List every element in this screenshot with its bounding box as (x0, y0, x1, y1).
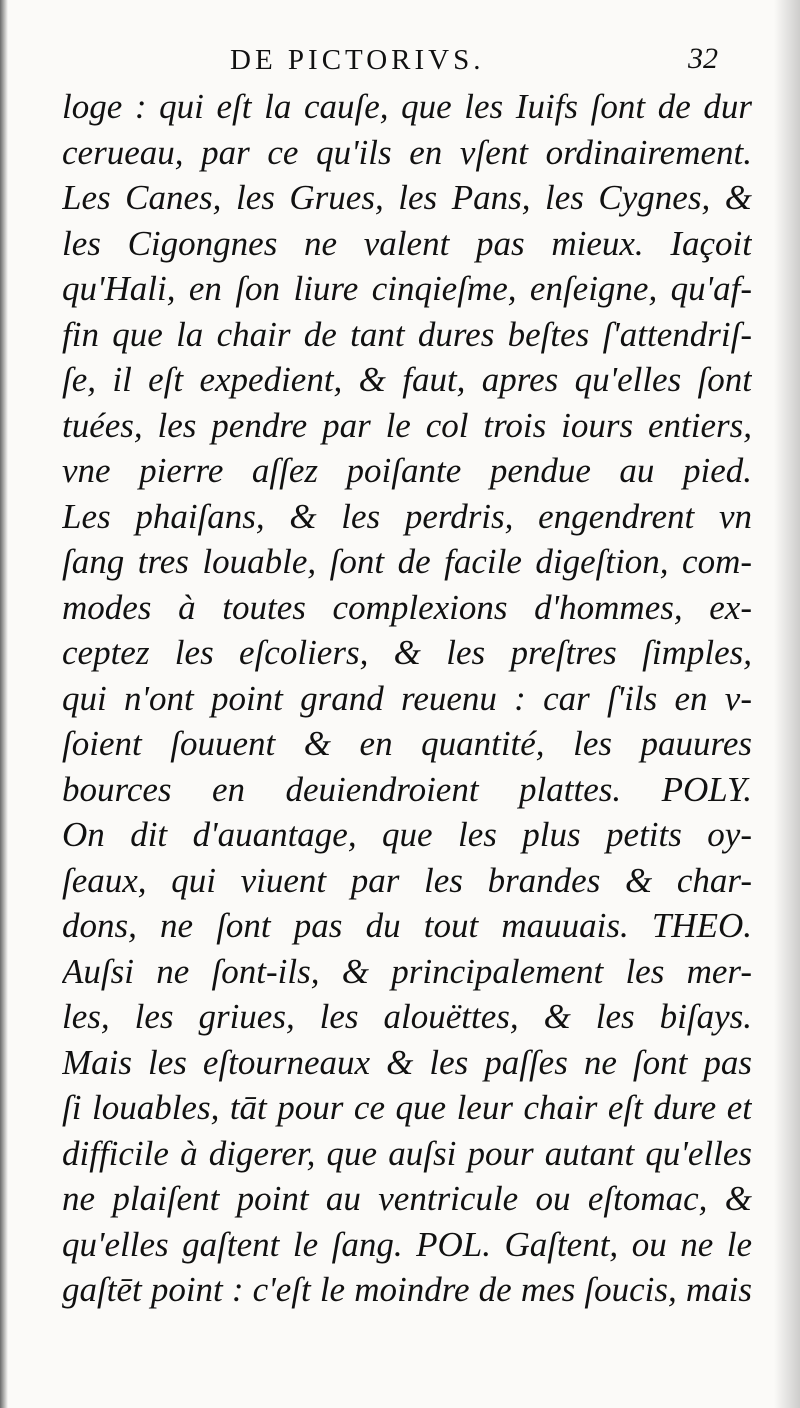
text-line: ſi louables, tāt pour ce que leur chair eſt dure et (62, 1088, 752, 1127)
text-line: vne pierre aſſez poiſante pendue au pied. (62, 451, 752, 490)
text-line: ſe, il eſt expedient, & faut, apres qu'elles ſont (62, 360, 752, 399)
text-line: Mais les eſtourneaux & les paſſes ne ſont pas (62, 1042, 752, 1082)
text-line: ſang tres louable, ſont de facile digeſtion, com- (62, 542, 752, 581)
text-line: Auſsi ne ſont-ils, & principalement les mer- (62, 951, 752, 991)
text-line: qu'elles gaſtent le ſang. POL. Gaſtent, ou ne le (62, 1224, 752, 1264)
text-line: qu'Hali, en ſon liure cinqieſme, enſeigne, qu'af- (62, 269, 752, 308)
page-edge-shadow (774, 0, 800, 1408)
text-line: ceptez les eſcoliers, & les preſtres ſimples, (62, 633, 752, 672)
text-line: gaſtēt point : c'eſt le moindre de mes ſoucis, mais (62, 1270, 752, 1309)
text-line: ne plaiſent point au ventricule ou eſtomac, & (62, 1179, 752, 1218)
text-line: tuées, les pendre par le col trois iours entiers, (62, 405, 752, 445)
text-line: dons, ne ſont pas du tout mauuais. THEO. (62, 906, 752, 945)
text-line: fin que la chair de tant dures beſtes ſ'attendriſ- (62, 314, 752, 354)
text-line: les Cigongnes ne valent pas mieux. Iaçoit (62, 223, 752, 263)
text-line: ſeaux, qui viuent par les brandes & char- (62, 860, 752, 900)
body-text (62, 84, 752, 1313)
text-line: Les Canes, les Grues, les Pans, les Cygnes, & (62, 178, 752, 217)
text-line: On dit d'auantage, que les plus petits oy- (62, 815, 752, 854)
page-gutter-shadow (0, 0, 8, 1408)
text-line: Les phaiſans, & les perdris, engendrent vn (62, 496, 752, 536)
text-line: qui n'ont point grand reuenu : car ſ'ils en v- (62, 678, 752, 718)
text-line: cerueau, par ce qu'ils en vſent ordinairement. (62, 132, 752, 172)
text-line: loge : qui eſt la cauſe, que les Iuifs ſont de dur (62, 87, 752, 126)
text-line: difficile à digerer, que auſsi pour autant qu'elles (62, 1133, 752, 1173)
page-number: 32 (688, 42, 718, 75)
text-line: modes à toutes complexions d'hommes, ex- (62, 587, 752, 627)
text-line: les, les griues, les alouëttes, & les biſays. (62, 997, 752, 1036)
text-line: ſoient ſouuent & en quantité, les pauures (62, 724, 752, 763)
text-line: bources en deuiendroient plattes. POLY. (62, 769, 752, 809)
running-title: DE PICTORIVS. (230, 44, 485, 76)
